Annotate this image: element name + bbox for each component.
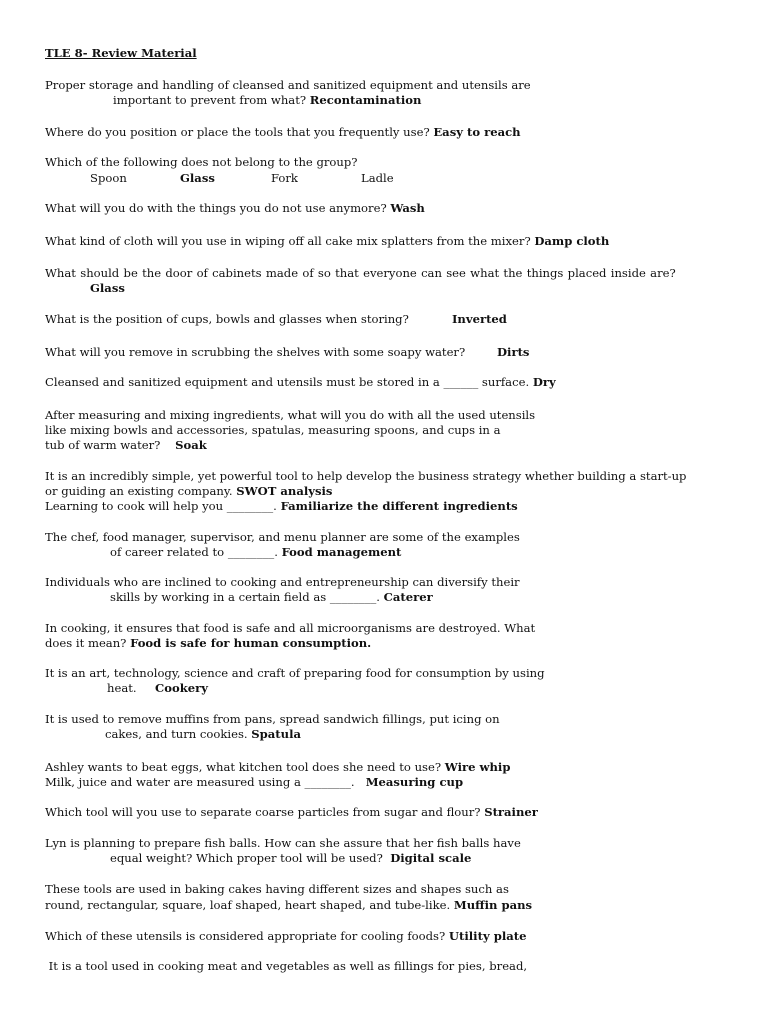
answer-19: Measuring cup (365, 775, 464, 789)
question-2: Where do you position or place the tools that you frequently use? Easy to reach (45, 125, 521, 139)
answer-1: Recontamination (309, 93, 422, 107)
question-10-line-2: like mixing bowls and accessories, spatulas, measuring spoons, and cups in a (45, 423, 501, 437)
question-22-line-1: These tools are used in baking cakes having different sizes and shapes such as (45, 882, 509, 896)
answer-21: Digital scale (390, 851, 472, 865)
question-14-line-2: skills by working in a certain field as ________. Caterer (110, 590, 433, 604)
answer-13: Food management (281, 545, 402, 559)
answer-20: Strainer (484, 805, 538, 819)
question-12: Learning to cook will help you ________. Familiarize the different ingredients (45, 499, 518, 513)
question-18: Ashley wants to beat eggs, what kitchen tool does she need to use? Wire whip (45, 760, 511, 774)
question-7: What is the position of cups, bowls and glasses when storing? (45, 312, 409, 326)
answer-8: Dirts (497, 345, 530, 359)
question-10-line-1: After measuring and mixing ingredients, what will you do with all the used utensils (45, 408, 536, 422)
document-title: TLE 8- Review Material (45, 46, 197, 60)
question-11-line-1: It is an incredibly simple, yet powerful tool to help develop the business strategy whether building a start-up (45, 469, 687, 483)
question-5: What kind of cloth will you use in wiping off all cake mix splatters from the mixer? Damp cloth (45, 234, 610, 248)
answer-10: Soak (175, 438, 207, 452)
question-15-line-1: In cooking, it ensures that food is safe and all microorganisms are destroyed. What (45, 621, 536, 635)
answer-7: Inverted (452, 312, 507, 326)
question-21-line-2: equal weight? Which proper tool will be used? Digital scale (110, 851, 472, 865)
question-15-line-2: does it mean? Food is safe for human consumption. (45, 636, 372, 650)
answer-11: SWOT analysis (236, 484, 333, 498)
option-ladle: Ladle (361, 171, 394, 185)
question-13-line-1: The chef, food manager, supervisor, and menu planner are some of the examples (45, 530, 520, 544)
question-3: Which of the following does not belong to the group? (45, 155, 358, 169)
question-23: Which of these utensils is considered appropriate for cooling foods? Utility plate (45, 929, 527, 943)
answer-15: Food is safe for human consumption. (130, 636, 372, 650)
option-fork: Fork (271, 171, 298, 185)
question-1-line-1: Proper storage and handling of cleansed and sanitized equipment and utensils are (45, 78, 531, 92)
answer-4: Wash (390, 201, 425, 215)
answer-23: Utility plate (448, 929, 527, 943)
question-22-line-2: round, rectangular, square, loaf shaped, heart shaped, and tube-like. Muffin pans (45, 898, 533, 912)
answer-16: Cookery (155, 681, 208, 695)
answer-6: Glass (90, 281, 125, 295)
question-16-line-2: heat. Cookery (107, 681, 208, 695)
answer-14: Caterer (383, 590, 433, 604)
question-17-line-2: cakes, and turn cookies. Spatula (105, 727, 301, 741)
question-6: What should be the door of cabinets made of so that everyone can see what the things placed inside are? (45, 266, 676, 280)
question-11-line-2: or guiding an existing company. SWOT analysis (45, 484, 333, 498)
question-14-line-1: Individuals who are inclined to cooking and entrepreneurship can diversify their (45, 575, 520, 589)
question-20: Which tool will you use to separate coarse particles from sugar and flour? Strainer (45, 805, 538, 819)
option-spoon: Spoon (90, 171, 127, 185)
question-19: Milk, juice and water are measured using a ________. Measuring cup (45, 775, 464, 789)
answer-22: Muffin pans (453, 898, 533, 912)
question-16-line-1: It is an art, technology, science and craft of preparing food for consumption by using (45, 666, 545, 680)
question-21-line-1: Lyn is planning to prepare fish balls. How can she assure that her fish balls have (45, 836, 521, 850)
question-8: What will you remove in scrubbing the shelves with some soapy water? (45, 345, 466, 359)
question-1-line-2: important to prevent from what? Recontamination (113, 93, 422, 107)
answer-2: Easy to reach (433, 125, 521, 139)
question-13-line-2: of career related to ________. Food management (110, 545, 402, 559)
answer-17: Spatula (251, 727, 301, 741)
answer-9: Dry (532, 375, 556, 389)
answer-12: Familiarize the different ingredients (280, 499, 518, 513)
question-24: It is a tool used in cooking meat and vegetables as well as fillings for pies, bread, (45, 959, 528, 973)
option-glass-answer: Glass (180, 171, 215, 185)
question-9: Cleansed and sanitized equipment and utensils must be stored in a ______ surface. Dry (45, 375, 556, 389)
question-10-line-3: tub of warm water? Soak (45, 438, 207, 452)
question-4: What will you do with the things you do not use anymore? Wash (45, 201, 425, 215)
answer-5: Damp cloth (534, 234, 610, 248)
answer-18: Wire whip (444, 760, 511, 774)
question-17-line-1: It is used to remove muffins from pans, spread sandwich fillings, put icing on (45, 712, 500, 726)
